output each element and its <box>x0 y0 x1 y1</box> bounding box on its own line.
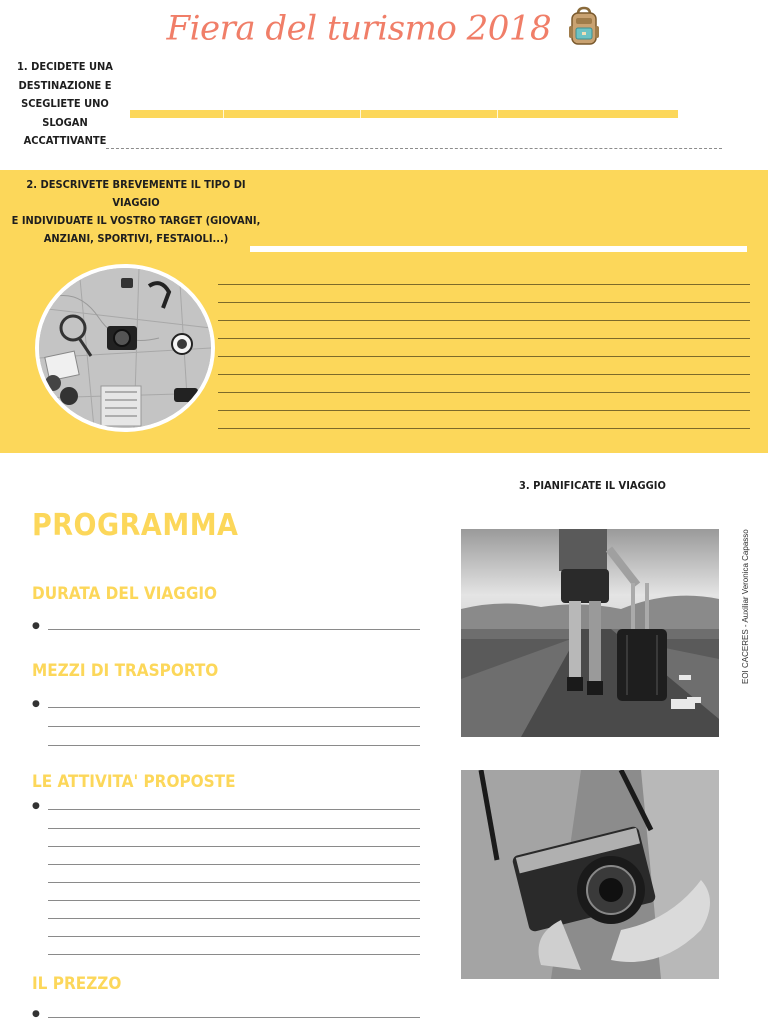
step2-prompt <box>4 176 268 248</box>
title-text: Fiera del turismo 2018 <box>166 8 552 49</box>
step2-answer-line[interactable] <box>218 302 750 303</box>
bullet-icon: ● <box>32 801 40 811</box>
step1-line: DESTINAZIONE E <box>18 78 112 92</box>
step2-answer-line[interactable] <box>218 320 750 321</box>
vintage-camera-photo <box>461 770 719 979</box>
transport-answer-line[interactable] <box>48 726 420 727</box>
price-answer-line[interactable] <box>48 1017 420 1018</box>
step2-answer-line[interactable] <box>218 428 750 429</box>
travel-flatlay-photo <box>35 264 215 432</box>
step1-line: SLOGAN <box>42 115 88 129</box>
slogan-answer-line[interactable] <box>106 148 722 149</box>
page-title <box>0 6 768 55</box>
activities-answer-line[interactable] <box>48 864 420 865</box>
activities-answer-line[interactable] <box>48 900 420 901</box>
activities-answer-line[interactable] <box>48 809 420 810</box>
step2-answer-line[interactable] <box>218 338 750 339</box>
traveler-with-suitcase-photo <box>461 529 719 737</box>
step1-line: ACCATTIVANTE <box>23 134 107 147</box>
credit-text: EOI CACERES - Auxiliar Veronica Capasso <box>741 529 750 684</box>
activities-answer-line[interactable] <box>48 846 420 847</box>
step2-line: ANZIANI, SPORTIVI, FESTAIOLI...) <box>43 232 229 245</box>
backpack-icon <box>567 6 601 55</box>
step1-line: SCEGLIETE UNO <box>21 97 109 110</box>
activities-heading: LE ATTIVITA' PROPOSTE <box>32 772 236 792</box>
slogan-highlight-bar <box>130 110 678 118</box>
step3-heading: 3. PIANIFICATE IL VIAGGIO <box>519 479 666 492</box>
step2-line: E INDIVIDUATE IL VOSTRO TARGET (GIOVANI, <box>11 214 261 227</box>
step2-answer-line[interactable] <box>218 374 750 375</box>
bullet-icon: ● <box>32 699 40 709</box>
step2-answer-line[interactable] <box>218 392 750 393</box>
duration-answer-line[interactable] <box>48 629 420 630</box>
step2-white-bar <box>250 246 747 252</box>
duration-heading: DURATA DEL VIAGGIO <box>32 584 218 604</box>
activities-answer-line[interactable] <box>48 918 420 919</box>
price-heading: IL PREZZO <box>32 974 122 994</box>
activities-answer-line[interactable] <box>48 882 420 883</box>
step2-line: 2. DESCRIVETE BREVEMENTE IL TIPO DI VIAGGIO <box>26 178 246 209</box>
transport-answer-line[interactable] <box>48 707 420 708</box>
programma-title: PROGRAMMA <box>32 508 239 543</box>
step2-answer-line[interactable] <box>218 284 750 285</box>
bullet-icon: ● <box>32 1009 40 1019</box>
activities-answer-line[interactable] <box>48 936 420 937</box>
activities-answer-line[interactable] <box>48 954 420 955</box>
step2-answer-line[interactable] <box>218 410 750 411</box>
transport-heading: MEZZI DI TRASPORTO <box>32 661 219 681</box>
step2-answer-line[interactable] <box>218 356 750 357</box>
activities-answer-line[interactable] <box>48 828 420 829</box>
step1-line: 1. DECIDETE UNA <box>17 60 113 73</box>
bullet-icon: ● <box>32 621 40 631</box>
step1-prompt <box>6 58 124 151</box>
transport-answer-line[interactable] <box>48 745 420 746</box>
